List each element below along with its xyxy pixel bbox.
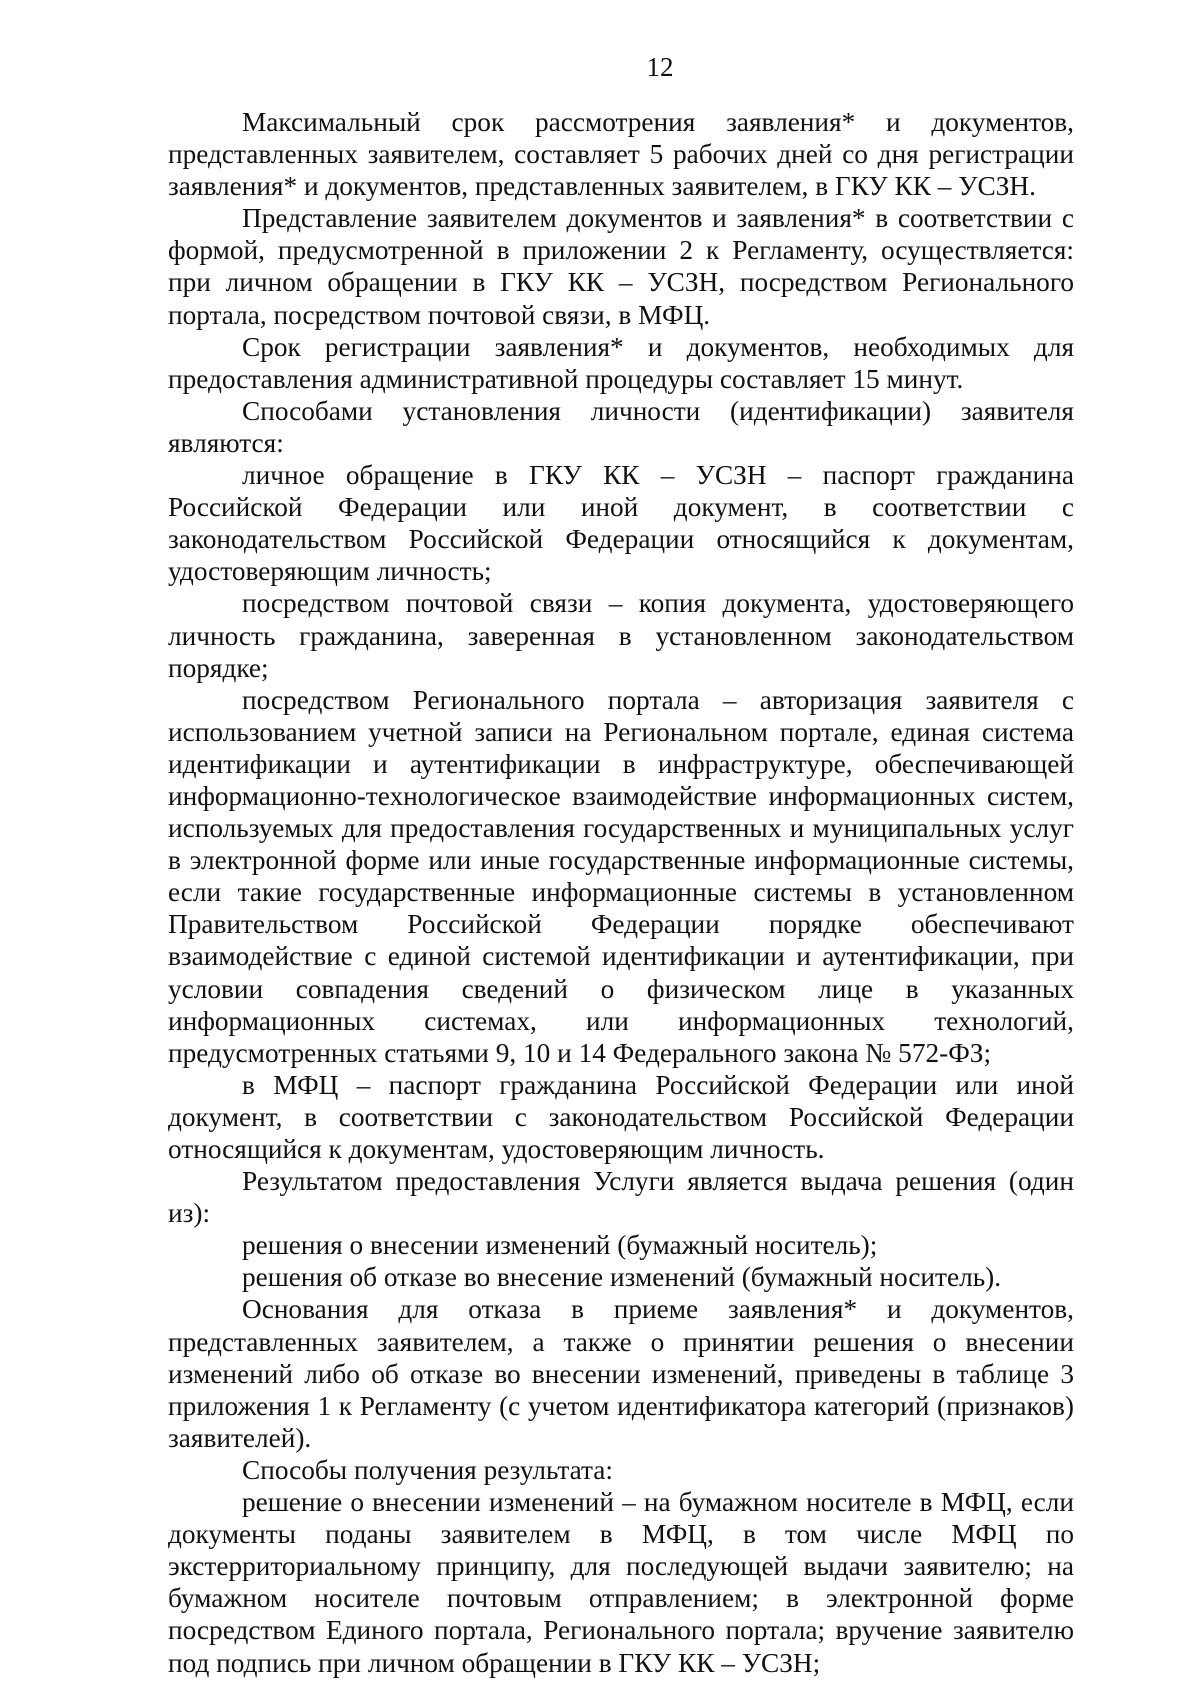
paragraph-result-intro: Результатом предоставления Услуги является выдача решения (один из): <box>168 1166 1074 1229</box>
paragraph-result-methods: решение о внесении изменений – на бумажном носителе в МФЦ, если документы поданы заявителем в МФЦ, в том числе МФЦ по экстерриториальному принципу, для последующей выдачи заявителю; на бумажном носителе почтовым отправлением; в электронной форме посредством Единого портала, Регионального портала; вручение заявителю под подпись при личном обращении в ГКУ КК – УСЗН; <box>168 1487 1074 1678</box>
paragraph-submission-methods: Представление заявителем документов и заявления* в соответствии с формой, предусмотренной в приложении 2 к Регламенту, осуществляется: при личном обращении в ГКУ КК – УСЗН, посредством Регионального портала, посредством почтовой связи, в МФЦ. <box>168 203 1074 330</box>
paragraph-identification-postal: посредством почтовой связи – копия документа, удостоверяющего личность гражданина, заверенная в установленном законодательством порядке; <box>168 588 1074 683</box>
paragraph-review-deadline: Максимальный срок рассмотрения заявления* и документов, представленных заявителем, составляет 5 рабочих дней со дня регистрации заявления* и документов, представленных заявителем, в ГКУ КК – УСЗН. <box>168 107 1074 202</box>
document-body <box>168 106 1074 1679</box>
paragraph-result-refusal-decision: решения об отказе во внесение изменений (бумажный носитель). <box>242 1262 1002 1293</box>
paragraph-registration-time: Срок регистрации заявления* и документов, необходимых для предоставления административной процедуры составляет 15 минут. <box>168 331 1074 394</box>
paragraph-identification-portal: посредством Регионального портала – авторизация заявителя с использованием учетной записи на Региональном портале, единая система идентификации и аутентификации в инфраструктуре, обеспечивающей информационно-технологическое взаимодействие информационных систем, используемых для предоставления государственных и муниципальных услуг в электронной форме или иные государственные информационные системы, если такие государственные информационные системы в установленном Правительством Российской Федерации порядке обеспечивают взаимодействие с единой системой идентификации и аутентификации, при условии совпадения сведений о физическом лице в указанных информационных системах, или информационных технологий, предусмотренных статьями 9, 10 и 14 Федерального закона № 572-ФЗ; <box>168 684 1074 1068</box>
page-number: 12 <box>646 52 674 82</box>
paragraph-refusal-grounds: Основания для отказа в приеме заявления* и документов, представленных заявителем, а также о принятии решения о внесении изменений либо об отказе во внесении изменений, приведены в таблице 3 приложения 1 к Регламенту (с учетом идентификатора категорий (признаков) заявителей). <box>168 1294 1074 1453</box>
paragraph-identification-in-person: личное обращение в ГКУ КК – УСЗН – паспорт гражданина Российской Федерации или иной документ, в соответствии с законодательством Российской Федерации относящийся к документам, удостоверяющим личность; <box>168 460 1074 587</box>
paragraph-result-methods-intro: Способы получения результата: <box>242 1454 613 1485</box>
paragraph-identification-mfc: в МФЦ – паспорт гражданина Российской Федерации или иной документ, в соответствии с законодательством Российской Федерации относящийся к документам, удостоверяющим личность. <box>168 1069 1074 1164</box>
paragraph-identification-intro: Способами установления личности (идентификации) заявителя являются: <box>168 395 1074 458</box>
paragraph-result-change-decision: решения о внесении изменений (бумажный носитель); <box>242 1230 878 1261</box>
